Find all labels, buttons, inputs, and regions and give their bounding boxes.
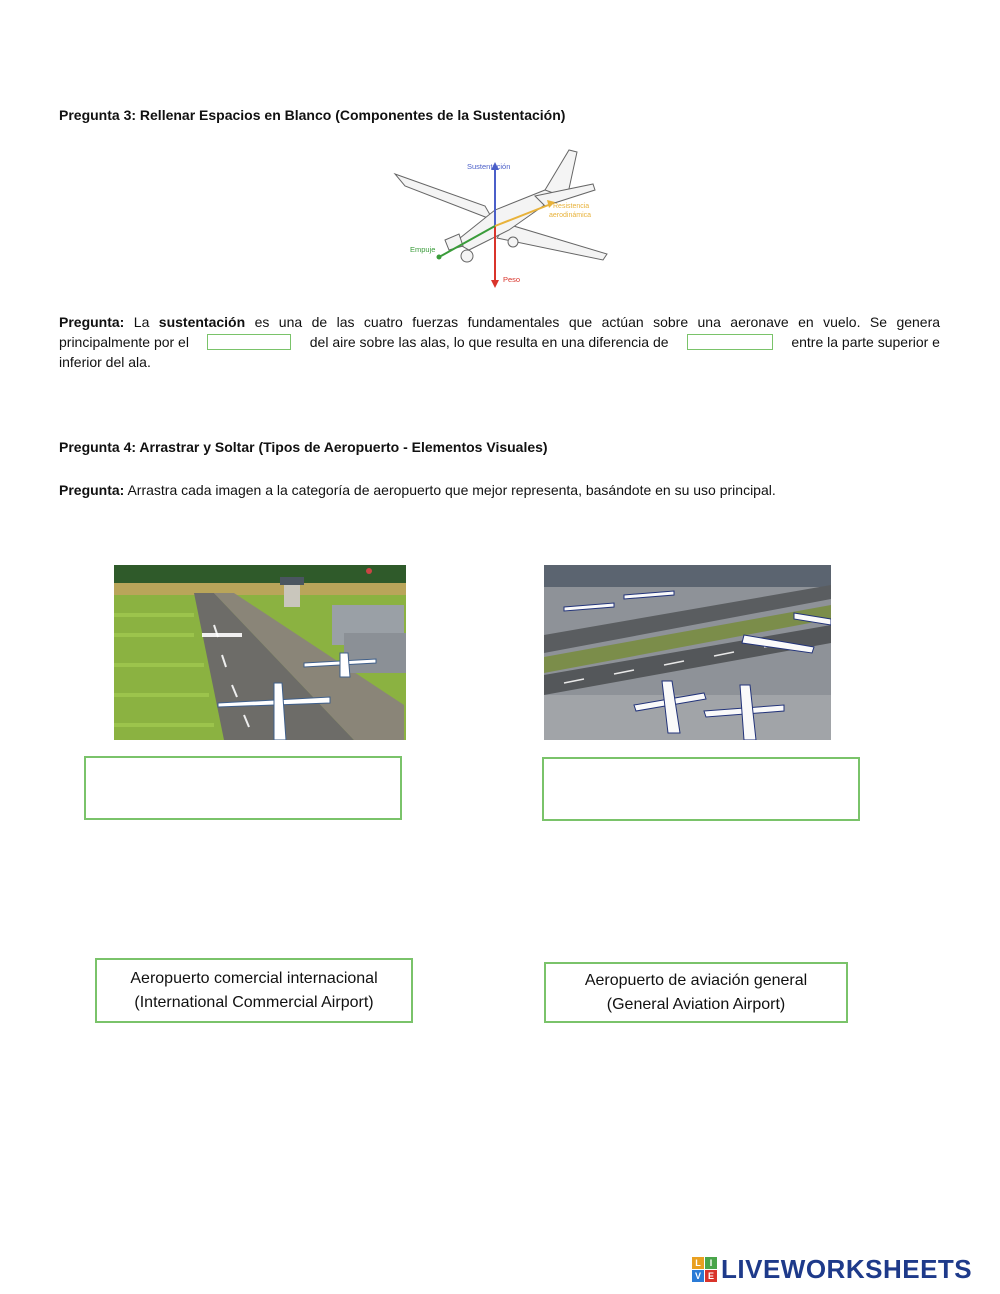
badge-letter: L [692, 1257, 704, 1269]
paragraph-line-1 [59, 312, 940, 332]
text-segment: La [133, 314, 150, 330]
blank-input-1[interactable] [207, 334, 291, 350]
card-line-2: (International Commercial Airport) [134, 993, 374, 1011]
text-segment: Arrastra cada imagen a la categoría de aeropuerto que mejor representa, basándote en su uso principal. [127, 482, 776, 498]
paragraph-line-2 [59, 332, 940, 352]
weight-label: Peso [503, 275, 521, 284]
text-segment: es una de las cuatro fuerzas fundamentales que actúan sobre una aeronave en vuelo. Se genera [254, 314, 941, 330]
question-label: Pregunta: [59, 314, 125, 330]
question-4-prompt [59, 480, 776, 500]
text-segment: del aire sobre las alas, lo que resulta en una diferencia de [309, 334, 669, 350]
badge-letter: V [692, 1270, 704, 1282]
question-3-heading: Pregunta 3: Rellenar Espacios en Blanco (Componentes de la Sustentación) [59, 107, 566, 123]
left-wing [395, 174, 493, 220]
logo-badge-icon [692, 1257, 717, 1282]
lift-forces-diagram [385, 146, 617, 290]
question-3-paragraph [59, 312, 940, 372]
liveworksheets-logo [692, 1254, 972, 1285]
category-card-general-aviation[interactable] [544, 962, 848, 1023]
text-segment: entre la parte superior e [791, 334, 940, 350]
paragraph-line-3: inferior del ala. [59, 354, 151, 370]
question-4-heading: Pregunta 4: Arrastrar y Soltar (Tipos de Aeropuerto - Elementos Visuales) [59, 439, 548, 455]
thrust-label: Empuje [410, 245, 436, 254]
text-segment: principalmente por el [59, 334, 189, 350]
drop-zone-2[interactable] [542, 757, 860, 821]
badge-letter: E [705, 1270, 717, 1282]
international-airport-image[interactable] [544, 565, 831, 740]
drop-zone-1[interactable] [84, 756, 402, 820]
weight-arrowhead [491, 280, 499, 288]
logo-wordmark: LIVEWORKSHEETS [721, 1254, 973, 1284]
category-card-international[interactable] [95, 958, 413, 1023]
wheel [461, 250, 473, 262]
drag-label-line2: aerodinámica [549, 212, 592, 219]
bold-term: sustentación [158, 314, 246, 330]
card-line-1: Aeropuerto de aviación general [584, 971, 808, 989]
blank-input-2[interactable] [687, 334, 773, 350]
badge-letter: I [705, 1257, 717, 1269]
question-label: Pregunta: [59, 482, 125, 498]
card-line-1: Aeropuerto comercial internacional [130, 969, 378, 987]
card-line-2: (General Aviation Airport) [606, 995, 786, 1013]
general-aviation-airport-image[interactable] [114, 565, 406, 740]
lift-label: Sustentación [467, 162, 511, 171]
drag-label-line1: Resistencia [553, 203, 590, 210]
